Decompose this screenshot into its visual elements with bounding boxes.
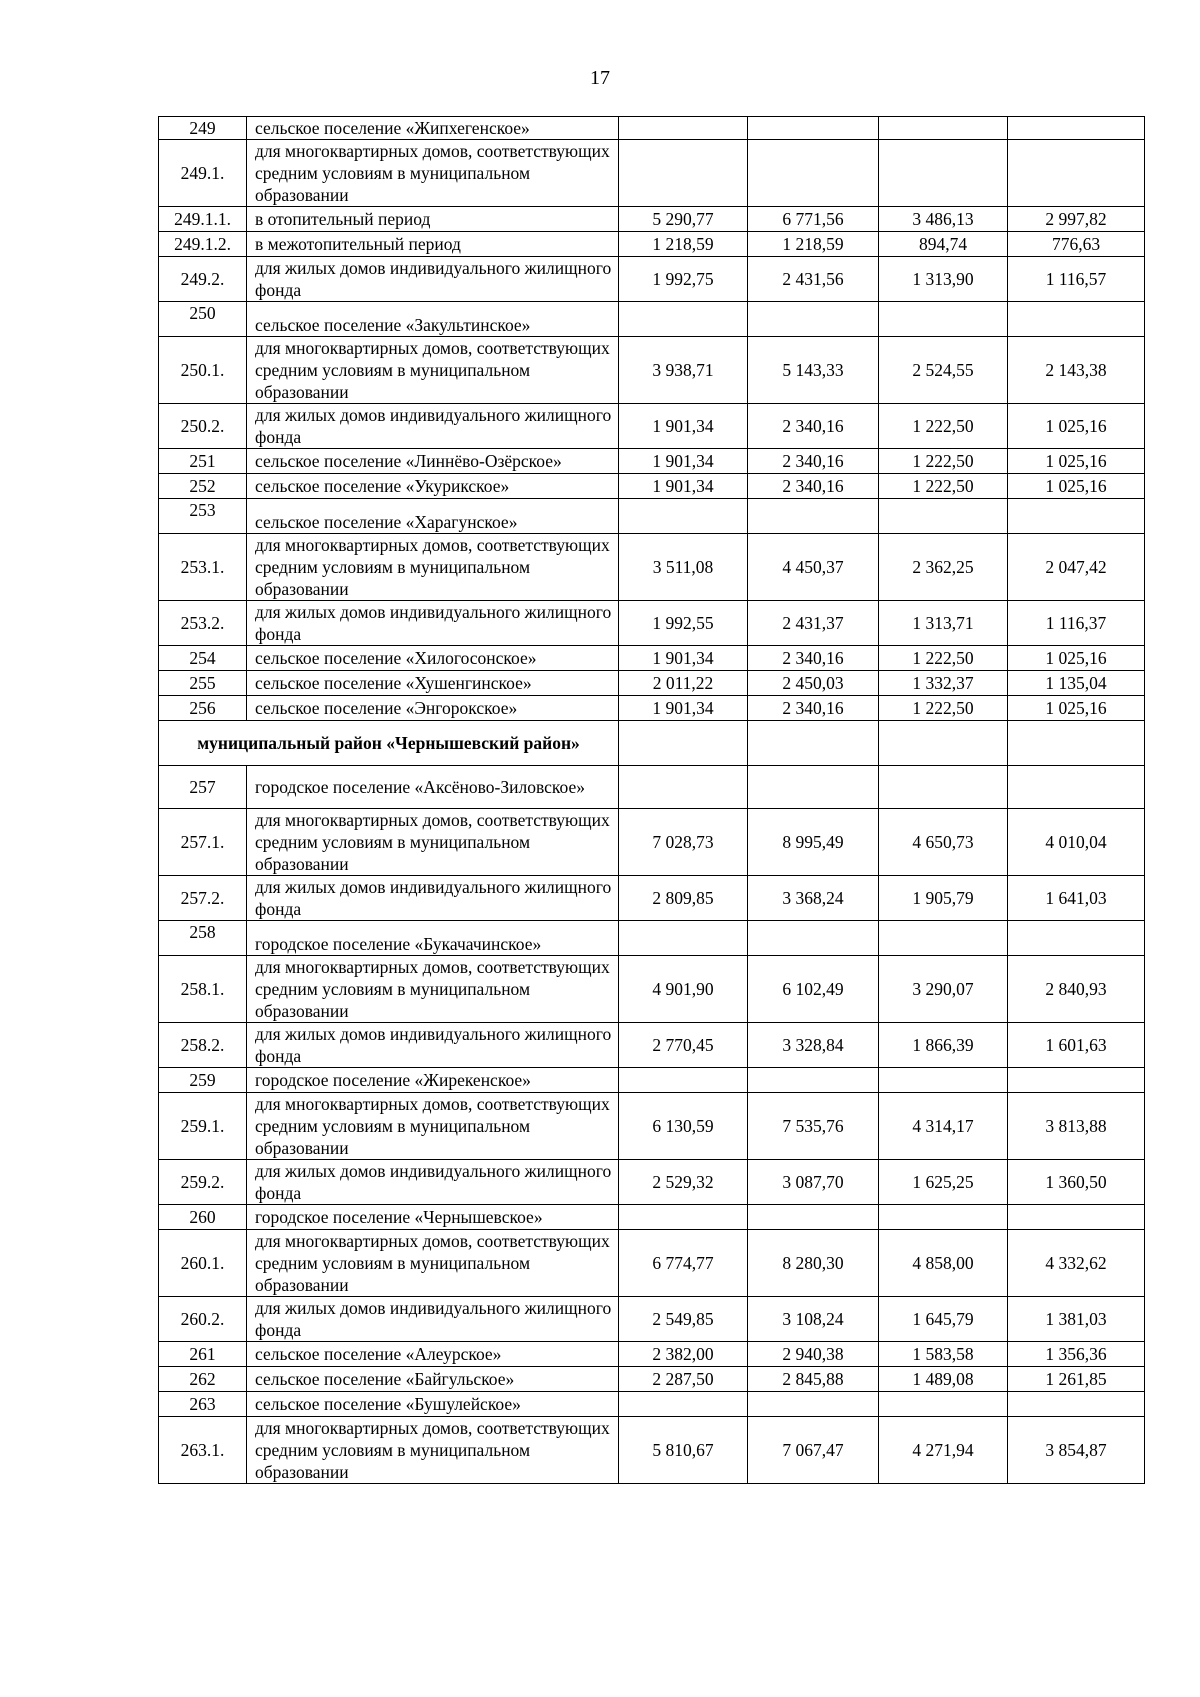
value-cell-3: 1 222,50 xyxy=(879,646,1008,671)
value-cell-4: 2 997,82 xyxy=(1008,207,1145,232)
value-cell-3: 1 645,79 xyxy=(879,1297,1008,1342)
value-cell-2: 2 450,03 xyxy=(748,671,879,696)
row-name: сельское поселение «Закультинское» xyxy=(247,302,619,337)
row-name: для многоквартирных домов, соответствующих средним условиям в муниципальном образовании xyxy=(247,1230,619,1297)
value-cell-1: 6 130,59 xyxy=(619,1093,748,1160)
page-number: 17 xyxy=(590,67,610,89)
table-row xyxy=(159,534,1145,601)
value-cell-1: 2 549,85 xyxy=(619,1297,748,1342)
tariff-table xyxy=(158,116,1145,1484)
row-number: 259 xyxy=(159,1068,247,1093)
value-cell-1 xyxy=(619,499,748,534)
row-name: сельское поселение «Хушенгинское» xyxy=(247,671,619,696)
value-cell-1 xyxy=(619,302,748,337)
value-cell-3: 1 583,58 xyxy=(879,1342,1008,1367)
table-row xyxy=(159,257,1145,302)
value-cell-2: 2 340,16 xyxy=(748,646,879,671)
row-name: для многоквартирных домов, соответствующих средним условиям в муниципальном образовании xyxy=(247,534,619,601)
row-name: для многоквартирных домов, соответствующих средним условиям в муниципальном образовании xyxy=(247,337,619,404)
table-row xyxy=(159,449,1145,474)
table-row xyxy=(159,337,1145,404)
value-cell-1: 7 028,73 xyxy=(619,809,748,876)
row-name: для жилых домов индивидуального жилищного фонда xyxy=(247,876,619,921)
value-cell-2: 2 845,88 xyxy=(748,1367,879,1392)
value-cell-4: 1 641,03 xyxy=(1008,876,1145,921)
value-cell-1 xyxy=(619,921,748,956)
row-number: 260 xyxy=(159,1205,247,1230)
row-number: 258.1. xyxy=(159,956,247,1023)
row-number: 254 xyxy=(159,646,247,671)
row-number: 250 xyxy=(159,302,247,337)
value-cell-2 xyxy=(748,921,879,956)
value-cell-3: 3 486,13 xyxy=(879,207,1008,232)
value-cell-2: 2 340,16 xyxy=(748,696,879,721)
row-number: 249 xyxy=(159,117,247,140)
value-cell-3: 3 290,07 xyxy=(879,956,1008,1023)
table-row xyxy=(159,1392,1145,1417)
value-cell-2 xyxy=(748,1392,879,1417)
value-cell-2 xyxy=(748,499,879,534)
value-cell-2: 2 940,38 xyxy=(748,1342,879,1367)
value-cell-2: 3 328,84 xyxy=(748,1023,879,1068)
row-name: для многоквартирных домов, соответствующих средним условиям в муниципальном образовании xyxy=(247,140,619,207)
table-row xyxy=(159,1342,1145,1367)
value-cell-4: 1 261,85 xyxy=(1008,1367,1145,1392)
value-cell-4: 1 360,50 xyxy=(1008,1160,1145,1205)
value-cell-4 xyxy=(1008,1392,1145,1417)
row-name: сельское поселение «Бушулейское» xyxy=(247,1392,619,1417)
row-name: для жилых домов индивидуального жилищного фонда xyxy=(247,257,619,302)
value-cell-4: 1 116,37 xyxy=(1008,601,1145,646)
value-cell-2: 4 450,37 xyxy=(748,534,879,601)
value-cell-3 xyxy=(879,1392,1008,1417)
value-cell-3 xyxy=(879,117,1008,140)
value-cell-2 xyxy=(748,140,879,207)
table-row xyxy=(159,499,1145,534)
row-name: для жилых домов индивидуального жилищного фонда xyxy=(247,1297,619,1342)
value-cell-1: 1 901,34 xyxy=(619,449,748,474)
table-row xyxy=(159,474,1145,499)
value-cell-2: 3 108,24 xyxy=(748,1297,879,1342)
row-name: для многоквартирных домов, соответствующих средним условиям в муниципальном образовании xyxy=(247,956,619,1023)
value-cell-3: 1 489,08 xyxy=(879,1367,1008,1392)
value-cell-1 xyxy=(619,1392,748,1417)
row-number: 256 xyxy=(159,696,247,721)
value-cell-2 xyxy=(748,1068,879,1093)
value-cell-2: 2 340,16 xyxy=(748,474,879,499)
table-row xyxy=(159,1068,1145,1093)
row-number: 260.2. xyxy=(159,1297,247,1342)
value-cell-3 xyxy=(879,499,1008,534)
group-title: муниципальный район «Чернышевский район» xyxy=(159,721,619,766)
table-row xyxy=(159,232,1145,257)
value-cell-2: 7 067,47 xyxy=(748,1417,879,1484)
value-cell-1: 1 901,34 xyxy=(619,404,748,449)
table-row xyxy=(159,601,1145,646)
value-cell-2: 6 102,49 xyxy=(748,956,879,1023)
value-cell-4: 1 381,03 xyxy=(1008,1297,1145,1342)
row-name: сельское поселение «Харагунское» xyxy=(247,499,619,534)
value-cell-4: 1 025,16 xyxy=(1008,404,1145,449)
row-number: 250.1. xyxy=(159,337,247,404)
value-cell-2 xyxy=(748,721,879,766)
row-name: для многоквартирных домов, соответствующих средним условиям в муниципальном образовании xyxy=(247,809,619,876)
value-cell-2: 2 340,16 xyxy=(748,404,879,449)
value-cell-2: 7 535,76 xyxy=(748,1093,879,1160)
row-name: сельское поселение «Жипхегенское» xyxy=(247,117,619,140)
value-cell-4: 3 854,87 xyxy=(1008,1417,1145,1484)
value-cell-2: 6 771,56 xyxy=(748,207,879,232)
row-number: 258 xyxy=(159,921,247,956)
table-row xyxy=(159,956,1145,1023)
value-cell-3: 1 625,25 xyxy=(879,1160,1008,1205)
value-cell-1: 2 287,50 xyxy=(619,1367,748,1392)
row-number: 259.1. xyxy=(159,1093,247,1160)
row-name: сельское поселение «Байгульское» xyxy=(247,1367,619,1392)
value-cell-4: 1 356,36 xyxy=(1008,1342,1145,1367)
value-cell-3: 1 222,50 xyxy=(879,404,1008,449)
row-number: 259.2. xyxy=(159,1160,247,1205)
value-cell-3 xyxy=(879,140,1008,207)
value-cell-3: 4 650,73 xyxy=(879,809,1008,876)
table-row xyxy=(159,671,1145,696)
row-number: 249.2. xyxy=(159,257,247,302)
value-cell-3 xyxy=(879,721,1008,766)
table-row xyxy=(159,921,1145,956)
table-row xyxy=(159,1230,1145,1297)
value-cell-1: 4 901,90 xyxy=(619,956,748,1023)
table-row xyxy=(159,1297,1145,1342)
value-cell-2: 2 431,56 xyxy=(748,257,879,302)
value-cell-2: 2 340,16 xyxy=(748,449,879,474)
value-cell-4: 2 143,38 xyxy=(1008,337,1145,404)
value-cell-2 xyxy=(748,1205,879,1230)
value-cell-1: 3 511,08 xyxy=(619,534,748,601)
value-cell-3 xyxy=(879,766,1008,809)
value-cell-3: 1 905,79 xyxy=(879,876,1008,921)
table-row xyxy=(159,1093,1145,1160)
value-cell-1: 1 901,34 xyxy=(619,474,748,499)
table-row xyxy=(159,117,1145,140)
row-number: 263 xyxy=(159,1392,247,1417)
value-cell-3: 894,74 xyxy=(879,232,1008,257)
value-cell-2: 1 218,59 xyxy=(748,232,879,257)
value-cell-1: 1 992,75 xyxy=(619,257,748,302)
row-number: 258.2. xyxy=(159,1023,247,1068)
value-cell-2: 8 280,30 xyxy=(748,1230,879,1297)
table-row xyxy=(159,1367,1145,1392)
row-name: для многоквартирных домов, соответствующих средним условиям в муниципальном образовании xyxy=(247,1417,619,1484)
value-cell-4: 776,63 xyxy=(1008,232,1145,257)
row-name: городское поселение «Жирекенское» xyxy=(247,1068,619,1093)
value-cell-1: 3 938,71 xyxy=(619,337,748,404)
row-name: городское поселение «Чернышевское» xyxy=(247,1205,619,1230)
row-number: 249.1.1. xyxy=(159,207,247,232)
value-cell-1 xyxy=(619,721,748,766)
value-cell-1: 5 290,77 xyxy=(619,207,748,232)
value-cell-3: 1 313,71 xyxy=(879,601,1008,646)
row-name: сельское поселение «Хилогосонское» xyxy=(247,646,619,671)
value-cell-4: 1 025,16 xyxy=(1008,696,1145,721)
value-cell-3 xyxy=(879,1205,1008,1230)
row-number: 253.2. xyxy=(159,601,247,646)
row-number: 251 xyxy=(159,449,247,474)
row-number: 257.1. xyxy=(159,809,247,876)
value-cell-1: 6 774,77 xyxy=(619,1230,748,1297)
value-cell-1 xyxy=(619,1068,748,1093)
value-cell-3: 2 524,55 xyxy=(879,337,1008,404)
value-cell-3 xyxy=(879,302,1008,337)
value-cell-4 xyxy=(1008,1068,1145,1093)
value-cell-4: 1 601,63 xyxy=(1008,1023,1145,1068)
value-cell-2 xyxy=(748,117,879,140)
row-number: 255 xyxy=(159,671,247,696)
table-row xyxy=(159,302,1145,337)
table-row xyxy=(159,207,1145,232)
value-cell-4: 2 840,93 xyxy=(1008,956,1145,1023)
row-number: 253 xyxy=(159,499,247,534)
row-name: в межотопительный период xyxy=(247,232,619,257)
value-cell-3 xyxy=(879,1068,1008,1093)
value-cell-4: 1 116,57 xyxy=(1008,257,1145,302)
value-cell-4: 3 813,88 xyxy=(1008,1093,1145,1160)
row-number: 257 xyxy=(159,766,247,809)
row-name: для жилых домов индивидуального жилищного фонда xyxy=(247,601,619,646)
value-cell-4 xyxy=(1008,302,1145,337)
table-row xyxy=(159,1417,1145,1484)
value-cell-3: 1 332,37 xyxy=(879,671,1008,696)
value-cell-1: 1 992,55 xyxy=(619,601,748,646)
row-number: 257.2. xyxy=(159,876,247,921)
row-name: городское поселение «Аксёново-Зиловское» xyxy=(247,766,619,809)
row-name: сельское поселение «Энгорокское» xyxy=(247,696,619,721)
value-cell-3: 1 222,50 xyxy=(879,474,1008,499)
value-cell-1: 5 810,67 xyxy=(619,1417,748,1484)
value-cell-4 xyxy=(1008,117,1145,140)
value-cell-1: 2 529,32 xyxy=(619,1160,748,1205)
value-cell-4: 1 025,16 xyxy=(1008,474,1145,499)
value-cell-1 xyxy=(619,766,748,809)
value-cell-4: 1 025,16 xyxy=(1008,449,1145,474)
value-cell-2: 3 368,24 xyxy=(748,876,879,921)
value-cell-1: 2 770,45 xyxy=(619,1023,748,1068)
value-cell-4 xyxy=(1008,499,1145,534)
table-row xyxy=(159,404,1145,449)
row-number: 249.1. xyxy=(159,140,247,207)
table-group-row xyxy=(159,721,1145,766)
row-name: для жилых домов индивидуального жилищного фонда xyxy=(247,1160,619,1205)
value-cell-2 xyxy=(748,766,879,809)
row-number: 253.1. xyxy=(159,534,247,601)
table-row xyxy=(159,1160,1145,1205)
value-cell-4: 4 010,04 xyxy=(1008,809,1145,876)
value-cell-4 xyxy=(1008,1205,1145,1230)
row-name: сельское поселение «Линнёво-Озёрское» xyxy=(247,449,619,474)
row-name: для многоквартирных домов, соответствующих средним условиям в муниципальном образовании xyxy=(247,1093,619,1160)
row-name: для жилых домов индивидуального жилищного фонда xyxy=(247,404,619,449)
value-cell-1 xyxy=(619,1205,748,1230)
value-cell-2: 8 995,49 xyxy=(748,809,879,876)
value-cell-3: 4 858,00 xyxy=(879,1230,1008,1297)
table-row xyxy=(159,766,1145,809)
value-cell-2: 5 143,33 xyxy=(748,337,879,404)
row-number: 262 xyxy=(159,1367,247,1392)
row-number: 261 xyxy=(159,1342,247,1367)
value-cell-1 xyxy=(619,140,748,207)
value-cell-1: 2 382,00 xyxy=(619,1342,748,1367)
table-row xyxy=(159,876,1145,921)
value-cell-3 xyxy=(879,921,1008,956)
row-name: сельское поселение «Укурикское» xyxy=(247,474,619,499)
row-name: сельское поселение «Алеурское» xyxy=(247,1342,619,1367)
value-cell-1: 1 901,34 xyxy=(619,696,748,721)
value-cell-1: 1 218,59 xyxy=(619,232,748,257)
value-cell-4 xyxy=(1008,766,1145,809)
value-cell-3: 1 313,90 xyxy=(879,257,1008,302)
value-cell-3: 2 362,25 xyxy=(879,534,1008,601)
row-name: для жилых домов индивидуального жилищного фонда xyxy=(247,1023,619,1068)
row-number: 250.2. xyxy=(159,404,247,449)
row-number: 260.1. xyxy=(159,1230,247,1297)
value-cell-2 xyxy=(748,302,879,337)
value-cell-3: 4 314,17 xyxy=(879,1093,1008,1160)
row-number: 249.1.2. xyxy=(159,232,247,257)
table-row xyxy=(159,1205,1145,1230)
value-cell-1: 2 011,22 xyxy=(619,671,748,696)
table-row xyxy=(159,1023,1145,1068)
value-cell-4: 2 047,42 xyxy=(1008,534,1145,601)
value-cell-4 xyxy=(1008,721,1145,766)
value-cell-3: 1 222,50 xyxy=(879,696,1008,721)
value-cell-2: 2 431,37 xyxy=(748,601,879,646)
row-number: 252 xyxy=(159,474,247,499)
value-cell-4 xyxy=(1008,140,1145,207)
value-cell-4: 4 332,62 xyxy=(1008,1230,1145,1297)
value-cell-1 xyxy=(619,117,748,140)
table-row xyxy=(159,696,1145,721)
table-row xyxy=(159,646,1145,671)
value-cell-3: 4 271,94 xyxy=(879,1417,1008,1484)
table-row xyxy=(159,809,1145,876)
value-cell-4: 1 025,16 xyxy=(1008,646,1145,671)
value-cell-3: 1 866,39 xyxy=(879,1023,1008,1068)
value-cell-3: 1 222,50 xyxy=(879,449,1008,474)
value-cell-1: 2 809,85 xyxy=(619,876,748,921)
row-name: городское поселение «Букачачинское» xyxy=(247,921,619,956)
row-name: в отопительный период xyxy=(247,207,619,232)
value-cell-1: 1 901,34 xyxy=(619,646,748,671)
value-cell-4: 1 135,04 xyxy=(1008,671,1145,696)
value-cell-2: 3 087,70 xyxy=(748,1160,879,1205)
row-number: 263.1. xyxy=(159,1417,247,1484)
value-cell-4 xyxy=(1008,921,1145,956)
table-row xyxy=(159,140,1145,207)
